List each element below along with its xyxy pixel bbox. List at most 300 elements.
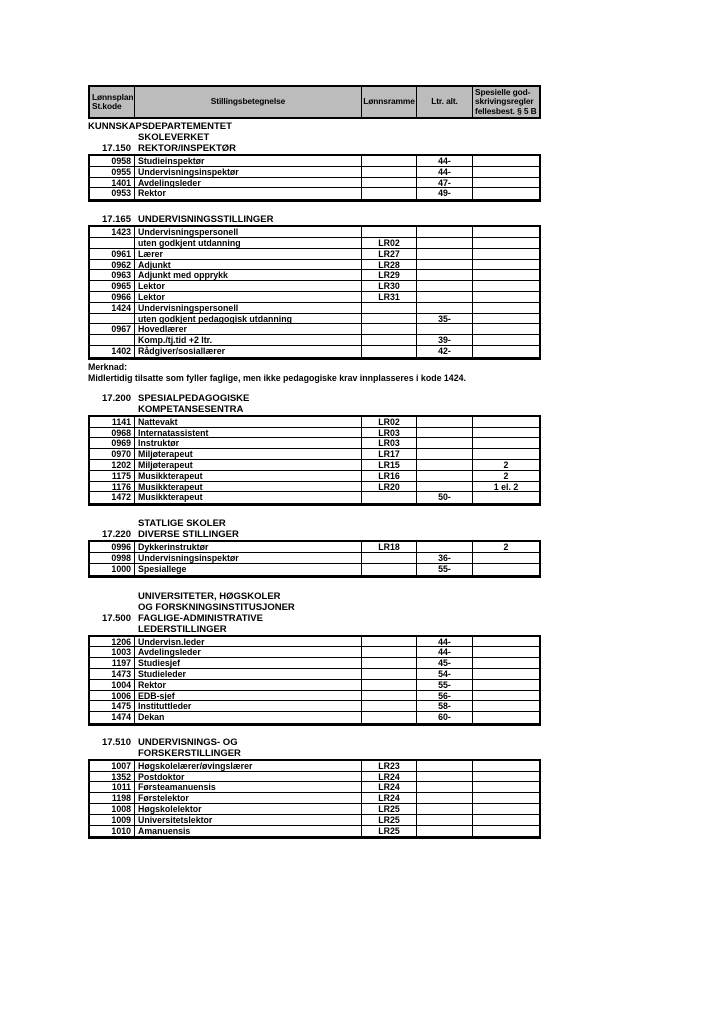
cell-spesielle [473, 335, 539, 345]
cell-ltr-alt: 54- [417, 669, 473, 679]
cell-ltr-alt: 44- [417, 637, 473, 647]
cell-spesielle [473, 167, 539, 177]
cell-ltr-alt [417, 324, 473, 334]
cell-lonnsramme [362, 701, 417, 711]
cell-spesielle [473, 346, 539, 357]
cell-code: 1141 [90, 417, 135, 427]
cell-lonnsramme: LR16 [362, 471, 417, 481]
section-heading [88, 529, 541, 540]
cell-spesielle [473, 292, 539, 302]
cell-lonnsramme [362, 303, 417, 313]
cell-spesielle [473, 324, 539, 334]
table-row [90, 712, 539, 723]
cell-stillingsbetegnelse: Studieinspektør [135, 156, 362, 166]
cell-lonnsramme [362, 647, 417, 657]
table-row [90, 542, 539, 553]
cell-spesielle: 2 [503, 459, 509, 470]
cell-lonnsramme: LR03 [362, 438, 417, 448]
cell-stillingsbetegnelse: Adjunkt med opprykk [135, 270, 362, 280]
table-row [90, 826, 539, 837]
cell-code: 1009 [90, 815, 135, 825]
cell-lonnsramme: LR02 [362, 417, 417, 427]
cell-code: 1007 [90, 761, 135, 771]
cell-ltr-alt: 49- [417, 188, 473, 199]
cell-stillingsbetegnelse: Lærer [135, 249, 362, 259]
cell-ltr-alt [417, 793, 473, 803]
table-row [90, 428, 539, 439]
cell-ltr-alt [417, 428, 473, 438]
cell-stillingsbetegnelse: Undervisningspersonell [135, 227, 362, 237]
spacer [88, 202, 541, 214]
cell-ltr-alt: 56- [417, 691, 473, 701]
cell-code: 1424 [90, 303, 135, 313]
cell-ltr-alt [417, 292, 473, 302]
section-title-line2: FORSKERSTILLINGER [138, 747, 241, 759]
table-row [90, 314, 539, 325]
header-cell-lonnsplan [90, 87, 135, 117]
cell-spesielle: 1 el. 2 [493, 481, 519, 492]
cell-lonnsramme [362, 680, 417, 690]
cell-code: 0998 [90, 553, 135, 563]
cell-stillingsbetegnelse: Nattevakt [135, 417, 362, 427]
cell-ltr-alt [417, 460, 473, 470]
cell-spesielle [473, 260, 539, 270]
cell-spesielle [473, 804, 539, 814]
table-row [90, 281, 539, 292]
cell-lonnsramme: LR28 [362, 260, 417, 270]
cell-spesielle [473, 701, 539, 711]
table-row [90, 324, 539, 335]
section-heading [88, 214, 541, 225]
table-row [90, 793, 539, 804]
cell-code: 1006 [90, 691, 135, 701]
cell-stillingsbetegnelse: Studiesjef [135, 658, 362, 668]
cell-stillingsbetegnelse: Amanuensis [135, 826, 362, 837]
cell-ltr-alt [417, 815, 473, 825]
cell-stillingsbetegnelse: Musikkterapeut [135, 492, 362, 503]
table-row [90, 564, 539, 575]
cell-stillingsbetegnelse: Dekan [135, 712, 362, 723]
cell-lonnsramme: LR27 [362, 249, 417, 259]
cell-ltr-alt [417, 238, 473, 248]
cell-code: 1472 [90, 492, 135, 503]
cell-lonnsramme: LR30 [362, 281, 417, 291]
cell-code: 1011 [90, 782, 135, 792]
table-row [90, 438, 539, 449]
cell-stillingsbetegnelse: Lektor [135, 281, 362, 291]
cell-code: 1197 [90, 658, 135, 668]
note-text: Midlertidig tilsatte som fyller faglige, men ikke pedagogiske krav innplasseres i kode 1424. [88, 373, 466, 384]
cell-spesielle [473, 227, 539, 237]
cell-ltr-alt [417, 438, 473, 448]
cell-spesielle [473, 417, 539, 427]
section-code: 17.220 [101, 529, 131, 541]
cell-code: 1004 [90, 680, 135, 690]
cell-code: 0955 [90, 167, 135, 177]
note-label: Merknad: [88, 361, 128, 372]
cell-code: 0953 [90, 188, 135, 199]
cell-spesielle [473, 178, 539, 188]
table-row [90, 249, 539, 260]
cell-spesielle [473, 249, 539, 259]
cell-lonnsramme [362, 712, 417, 723]
cell-lonnsramme [362, 346, 417, 357]
cell-stillingsbetegnelse: Spesiallege [135, 564, 362, 575]
cell-ltr-alt [417, 227, 473, 237]
positions-table [88, 635, 541, 726]
cell-stillingsbetegnelse: Musikkterapeut [135, 482, 362, 492]
group-heading: KUNNSKAPSDEPARTEMENTET [88, 121, 232, 132]
cell-lonnsramme: LR31 [362, 292, 417, 302]
section-title: REKTOR/INSPEKTØR [138, 143, 237, 154]
cell-code: 1402 [90, 346, 135, 357]
cell-stillingsbetegnelse: Instituttleder [135, 701, 362, 711]
cell-lonnsramme [362, 658, 417, 668]
cell-stillingsbetegnelse: Førsteamanuensis [135, 782, 362, 792]
cell-spesielle [473, 782, 539, 792]
cell-stillingsbetegnelse: Førstelektor [135, 793, 362, 803]
table-row [90, 647, 539, 658]
section-code: 17.200 [101, 392, 131, 404]
cell-ltr-alt [417, 260, 473, 270]
cell-code: 0968 [90, 428, 135, 438]
cell-ltr-alt [417, 772, 473, 782]
cell-lonnsramme [362, 227, 417, 237]
cell-lonnsramme [362, 324, 417, 334]
cell-code: 1423 [90, 227, 135, 237]
cell-lonnsramme [362, 691, 417, 701]
cell-lonnsramme: LR17 [362, 449, 417, 459]
table-row [90, 460, 539, 471]
cell-ltr-alt: 55- [417, 680, 473, 690]
cell-stillingsbetegnelse: Høgskolelærer/øvingslærer [135, 761, 362, 771]
cell-spesielle [473, 270, 539, 280]
cell-lonnsramme: LR02 [362, 238, 417, 248]
table-row [90, 449, 539, 460]
cell-ltr-alt: 36- [417, 553, 473, 563]
section-code: 17.510 [101, 736, 131, 748]
cell-ltr-alt [417, 761, 473, 771]
cell-ltr-alt: 44- [417, 647, 473, 657]
spacer [88, 578, 541, 591]
positions-table [88, 225, 541, 360]
cell-spesielle: 2 [503, 470, 509, 481]
spacer [88, 726, 541, 737]
cell-code: 1352 [90, 772, 135, 782]
cell-stillingsbetegnelse: Undervisningspersonell [135, 303, 362, 313]
cell-lonnsramme [362, 669, 417, 679]
cell-lonnsramme: LR25 [362, 826, 417, 837]
cell-lonnsramme [362, 178, 417, 188]
document-content [88, 85, 541, 839]
cell-spesielle [473, 303, 539, 313]
section-title: SPESIALPEDAGOGISKE [138, 392, 250, 404]
positions-table [88, 759, 541, 840]
cell-stillingsbetegnelse: Instruktør [135, 438, 362, 448]
cell-lonnsramme [362, 637, 417, 647]
note-block [88, 362, 541, 385]
positions-table [88, 540, 541, 577]
table-row [90, 782, 539, 793]
group-heading: STATLIGE SKOLER [138, 518, 226, 530]
cell-lonnsramme: LR18 [362, 542, 417, 552]
section-heading [88, 613, 541, 624]
header-lonnsplan-line1: Lønnsplan [92, 91, 134, 102]
cell-ltr-alt [417, 270, 473, 280]
cell-code: 0996 [90, 542, 135, 552]
cell-ltr-alt [417, 249, 473, 259]
spacer [88, 385, 541, 393]
cell-ltr-alt: 58- [417, 701, 473, 711]
table-row [90, 482, 539, 493]
group-heading: OG FORSKNINGSINSTITUSJONER [138, 601, 295, 613]
table-row [90, 637, 539, 648]
table-row [90, 156, 539, 167]
cell-ltr-alt: 55- [417, 564, 473, 575]
cell-spesielle [473, 553, 539, 563]
cell-stillingsbetegnelse: Rektor [135, 680, 362, 690]
spacer [88, 506, 541, 518]
cell-stillingsbetegnelse: Avdelingsleder [135, 647, 362, 657]
cell-stillingsbetegnelse: Miljøterapeut [135, 449, 362, 459]
section-code: 17.150 [101, 143, 131, 154]
cell-spesielle [473, 449, 539, 459]
cell-lonnsramme: LR25 [362, 804, 417, 814]
cell-ltr-alt: 47- [417, 178, 473, 188]
group-heading: UNIVERSITETER, HØGSKOLER [138, 590, 281, 602]
cell-stillingsbetegnelse: Studieleder [135, 669, 362, 679]
table-row [90, 658, 539, 669]
cell-stillingsbetegnelse: Undervisn.leder [135, 637, 362, 647]
cell-code [90, 314, 135, 324]
positions-table [88, 154, 541, 202]
document-body [88, 121, 541, 839]
table-column-header [88, 85, 541, 119]
cell-lonnsramme [362, 314, 417, 324]
cell-spesielle [473, 492, 539, 503]
table-row [90, 303, 539, 314]
cell-code: 1010 [90, 826, 135, 837]
cell-code: 1473 [90, 669, 135, 679]
cell-code: 0962 [90, 260, 135, 270]
cell-ltr-alt: 35- [417, 314, 473, 324]
cell-stillingsbetegnelse: Undervisningsinspektør [135, 167, 362, 177]
cell-ltr-alt [417, 826, 473, 837]
cell-spesielle [473, 793, 539, 803]
cell-stillingsbetegnelse: EDB-sjef [135, 691, 362, 701]
cell-stillingsbetegnelse: Komp./tj.tid +2 ltr. [135, 335, 362, 345]
cell-code: 0967 [90, 324, 135, 334]
cell-lonnsramme [362, 167, 417, 177]
cell-stillingsbetegnelse: Internatassistent [135, 428, 362, 438]
table-row [90, 270, 539, 281]
table-row [90, 292, 539, 303]
cell-ltr-alt [417, 482, 473, 492]
cell-lonnsramme: LR03 [362, 428, 417, 438]
table-row [90, 492, 539, 503]
table-row [90, 178, 539, 189]
cell-code: 1008 [90, 804, 135, 814]
cell-spesielle [473, 691, 539, 701]
cell-spesielle [473, 826, 539, 837]
cell-code: 1000 [90, 564, 135, 575]
cell-code: 0958 [90, 156, 135, 166]
table-row [90, 772, 539, 783]
cell-ltr-alt: 45- [417, 658, 473, 668]
cell-code: 0961 [90, 249, 135, 259]
cell-code: 1202 [90, 460, 135, 470]
header-cell-stillingsbetegnelse: Stillingsbetegnelse [135, 87, 362, 117]
cell-spesielle [473, 712, 539, 723]
table-row [90, 669, 539, 680]
table-row [90, 701, 539, 712]
table-row [90, 804, 539, 815]
section-title-line2: KOMPETANSESENTRA [138, 403, 244, 415]
cell-spesielle [473, 281, 539, 291]
table-row [90, 346, 539, 357]
cell-stillingsbetegnelse: Undervisningsinspektør [135, 553, 362, 563]
cell-stillingsbetegnelse: Lektor [135, 292, 362, 302]
cell-spesielle [473, 669, 539, 679]
table-row [90, 238, 539, 249]
table-row [90, 188, 539, 199]
cell-code [90, 238, 135, 248]
cell-code: 1003 [90, 647, 135, 657]
cell-ltr-alt: 44- [417, 167, 473, 177]
cell-lonnsramme [362, 188, 417, 199]
cell-spesielle [473, 238, 539, 248]
section-title: UNDERVISNINGS- OG [138, 736, 238, 748]
cell-code: 1206 [90, 637, 135, 647]
cell-lonnsramme: LR15 [362, 460, 417, 470]
cell-code: 0965 [90, 281, 135, 291]
cell-code: 0970 [90, 449, 135, 459]
cell-ltr-alt [417, 449, 473, 459]
table-row [90, 260, 539, 271]
cell-code [90, 335, 135, 345]
cell-spesielle [473, 564, 539, 575]
cell-ltr-alt [417, 281, 473, 291]
cell-ltr-alt: 42- [417, 346, 473, 357]
header-lonnsplan-line2: St.kode [92, 101, 122, 111]
section-heading [88, 393, 541, 404]
cell-spesielle [473, 772, 539, 782]
cell-stillingsbetegnelse: Adjunkt [135, 260, 362, 270]
cell-ltr-alt [417, 804, 473, 814]
cell-stillingsbetegnelse: Rektor [135, 188, 362, 199]
cell-spesielle [473, 428, 539, 438]
cell-code: 1176 [90, 482, 135, 492]
section-code: 17.165 [101, 214, 131, 226]
cell-lonnsramme: LR23 [362, 761, 417, 771]
cell-code: 0963 [90, 270, 135, 280]
cell-lonnsramme [362, 492, 417, 503]
cell-lonnsramme: LR24 [362, 772, 417, 782]
cell-spesielle [473, 438, 539, 448]
table-row [90, 335, 539, 346]
table-row [90, 680, 539, 691]
cell-code: 1474 [90, 712, 135, 723]
table-row [90, 167, 539, 178]
cell-stillingsbetegnelse: Hovedlærer [135, 324, 362, 334]
cell-ltr-alt: 39- [417, 335, 473, 345]
cell-spesielle [473, 188, 539, 199]
cell-spesielle [473, 658, 539, 668]
cell-stillingsbetegnelse: uten godkjent utdanning [135, 238, 362, 248]
section-title-line2: LEDERSTILLINGER [138, 623, 227, 635]
cell-stillingsbetegnelse: Dykkerinstruktør [135, 542, 362, 552]
group-heading: SKOLEVERKET [138, 132, 210, 143]
cell-code: 0966 [90, 292, 135, 302]
cell-code: 1475 [90, 701, 135, 711]
cell-ltr-alt [417, 303, 473, 313]
cell-stillingsbetegnelse: Rådgiver/sosiallærer [135, 346, 362, 357]
cell-ltr-alt [417, 782, 473, 792]
cell-lonnsramme [362, 553, 417, 563]
cell-lonnsramme: LR24 [362, 782, 417, 792]
cell-ltr-alt [417, 417, 473, 427]
cell-stillingsbetegnelse: Musikkterapeut [135, 471, 362, 481]
section-title: DIVERSE STILLINGER [138, 529, 239, 541]
section-code: 17.500 [101, 612, 131, 624]
cell-ltr-alt: 44- [417, 156, 473, 166]
table-row [90, 227, 539, 238]
cell-spesielle: 2 [503, 542, 509, 552]
cell-stillingsbetegnelse: Høgskolelektor [135, 804, 362, 814]
header-cell-spesielle: Spesielle god- skrivingsregler fellesbest. § 5 B [475, 87, 537, 116]
cell-lonnsramme: LR25 [362, 815, 417, 825]
cell-stillingsbetegnelse: Postdoktor [135, 772, 362, 782]
table-row [90, 417, 539, 428]
section-heading [88, 143, 541, 154]
header-cell-ltr-alt: Ltr. alt. [417, 87, 473, 117]
cell-code: 1401 [90, 178, 135, 188]
cell-lonnsramme: LR24 [362, 793, 417, 803]
cell-spesielle [473, 680, 539, 690]
cell-code: 1175 [90, 471, 135, 481]
cell-spesielle [473, 156, 539, 166]
cell-spesielle [473, 647, 539, 657]
cell-spesielle [473, 815, 539, 825]
cell-ltr-alt: 50- [417, 492, 473, 503]
cell-lonnsramme [362, 335, 417, 345]
positions-table [88, 415, 541, 506]
cell-spesielle [473, 637, 539, 647]
cell-lonnsramme [362, 564, 417, 575]
cell-spesielle [473, 761, 539, 771]
cell-code: 1198 [90, 793, 135, 803]
cell-ltr-alt [417, 471, 473, 481]
cell-stillingsbetegnelse: Universitetslektor [135, 815, 362, 825]
cell-stillingsbetegnelse: Avdelingsleder [135, 178, 362, 188]
table-row [90, 691, 539, 702]
cell-ltr-alt: 60- [417, 712, 473, 723]
cell-ltr-alt [417, 542, 473, 552]
table-row [90, 761, 539, 772]
cell-code: 0969 [90, 438, 135, 448]
header-cell-lonnsramme: Lønnsramme [362, 87, 417, 117]
section-title: UNDERVISNINGSSTILLINGER [138, 214, 274, 226]
section-heading [88, 737, 541, 748]
table-row [90, 815, 539, 826]
cell-lonnsramme: LR29 [362, 270, 417, 280]
cell-stillingsbetegnelse: Miljøterapeut [135, 460, 362, 470]
cell-stillingsbetegnelse: uten godkjent pedagogisk utdanning [135, 314, 362, 324]
cell-spesielle [473, 314, 539, 324]
table-row [90, 553, 539, 564]
cell-lonnsramme: LR20 [362, 482, 417, 492]
section-title: FAGLIGE-ADMINISTRATIVE [138, 612, 263, 624]
